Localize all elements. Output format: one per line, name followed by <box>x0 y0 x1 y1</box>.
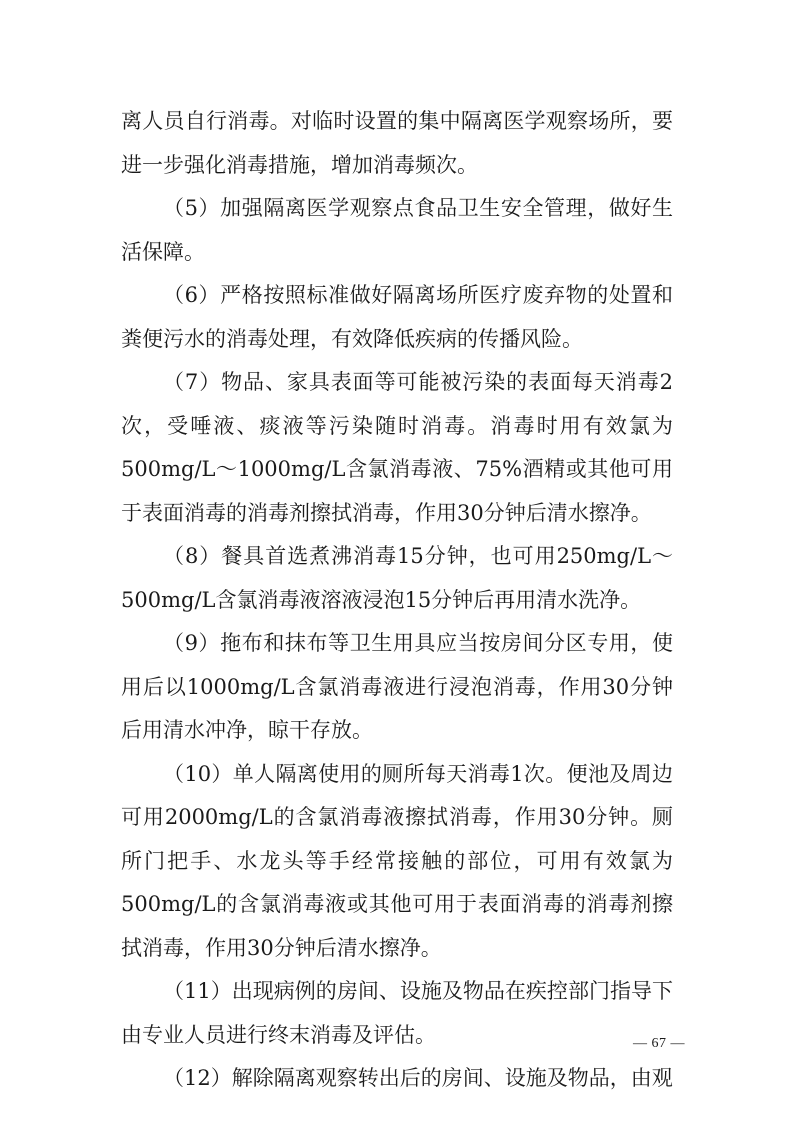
page-number: — 67 — <box>633 1036 685 1051</box>
paragraph-item-5: （5）加强隔离医学观察点食品卫生安全管理，做好生活保障。 <box>121 196 673 264</box>
paragraph-item-12: （12）解除隔离观察转出后的房间、设施及物品，由观 <box>163 1066 673 1090</box>
paragraph-item-11: （11）出现病例的房间、设施及物品在疾控部门指导下由专业人员进行终末消毒及评估。 <box>121 979 673 1047</box>
paragraph-item-7: （7）物品、家具表面等可能被污染的表面每天消毒2次，受唾液、痰液等污染随时消毒。消毒时用有效氯为500mg/L～1000mg/L含氯消毒液、75%酒精或其他可用于表面消毒的消毒剂擦拭消毒，作用30分钟后清水擦净。 <box>121 370 673 525</box>
paragraph-item-10: （10）单人隔离使用的厕所每天消毒1次。便池及周边可用2000mg/L的含氯消毒液擦拭消毒，作用30分钟。厕所门把手、水龙头等手经常接触的部位，可用有效氯为500mg/L的含氯消毒液或其他可用于表面消毒的消毒剂擦拭消毒，作用30分钟后清水擦净。 <box>121 761 673 960</box>
paragraph-continuation: 离人员自行消毒。对临时设置的集中隔离医学观察场所，要进一步强化消毒措施，增加消毒频次。 <box>121 109 673 177</box>
paragraph-item-6: （6）严格按照标准做好隔离场所医疗废弃物的处置和粪便污水的消毒处理，有效降低疾病的传播风险。 <box>121 283 673 351</box>
paragraph-item-9: （9）拖布和抹布等卫生用具应当按房间分区专用，使用后以1000mg/L含氯消毒液进行浸泡消毒，作用30分钟后用清水冲净，晾干存放。 <box>121 631 673 742</box>
paragraph-item-8: （8）餐具首选煮沸消毒15分钟，也可用250mg/L～500mg/L含氯消毒液溶液浸泡15分钟后再用清水洗净。 <box>121 544 673 612</box>
document-body <box>121 100 673 1101</box>
